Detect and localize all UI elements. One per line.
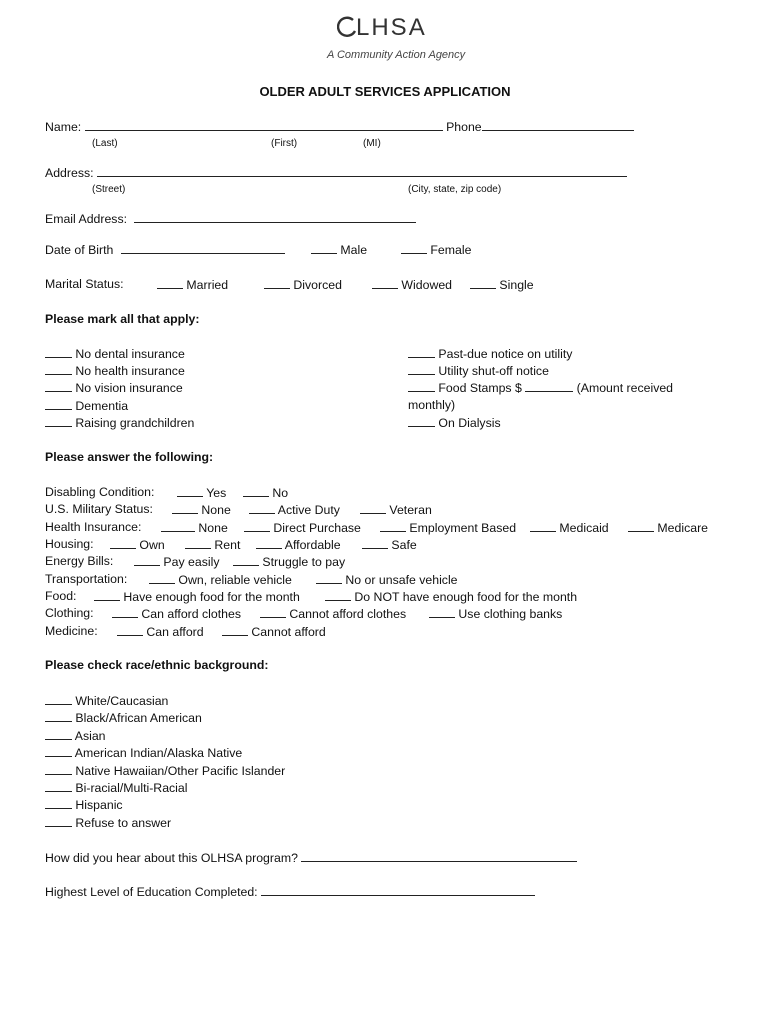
military-veteran <box>360 502 432 518</box>
form-title: OLDER ADULT SERVICES APPLICATION <box>259 84 511 99</box>
option-label: Active Duty <box>277 503 340 517</box>
single-label: Single <box>499 278 534 292</box>
widowed-label: Widowed <box>401 278 452 292</box>
race-checkbox[interactable] <box>45 815 72 827</box>
housing-safe <box>362 537 417 553</box>
race-label: Bi-racial/Multi-Racial <box>75 781 188 795</box>
dob-field[interactable] <box>121 242 285 254</box>
phone-field[interactable] <box>482 119 634 131</box>
food-label: Food: <box>45 589 77 603</box>
housing-own <box>110 537 165 553</box>
option-checkbox[interactable] <box>112 606 138 618</box>
divorced-checkbox[interactable] <box>264 277 290 289</box>
health-employment <box>380 520 516 536</box>
housing-rent <box>185 537 240 553</box>
food-stamps-cont: monthly) <box>408 398 456 412</box>
address-row <box>45 165 627 181</box>
option-checkbox[interactable] <box>185 537 211 549</box>
option-checkbox[interactable] <box>260 606 286 618</box>
health-none <box>161 520 228 536</box>
race-label: American Indian/Alaska Native <box>74 746 243 760</box>
mark-left-label: Raising grandchildren <box>75 416 195 430</box>
medicine-label: Medicine: <box>45 624 98 638</box>
food-stamps-label: Food Stamps $ <box>438 381 522 395</box>
race-label: Black/African American <box>75 711 202 725</box>
health-direct <box>244 520 361 536</box>
mark-left-item <box>45 415 194 431</box>
option-checkbox[interactable] <box>380 520 406 532</box>
mark-right-checkbox[interactable] <box>408 346 435 358</box>
male-option <box>311 242 367 258</box>
answer-heading: Please answer the following: <box>45 450 214 464</box>
option-label: Cannot afford <box>251 625 326 639</box>
race-option <box>45 815 171 831</box>
option-label: Own <box>139 538 165 552</box>
race-option <box>45 763 285 779</box>
address-field[interactable] <box>97 165 627 177</box>
race-checkbox[interactable] <box>45 780 72 792</box>
option-checkbox[interactable] <box>429 606 455 618</box>
female-option <box>401 242 471 258</box>
race-checkbox[interactable] <box>45 728 72 740</box>
clothing-banks <box>429 606 562 622</box>
option-checkbox[interactable] <box>233 554 259 566</box>
food-stamps-suffix: (Amount received <box>576 381 674 395</box>
education-row <box>45 884 535 900</box>
option-label: Do NOT have enough food for the month <box>354 590 578 604</box>
health-medicaid <box>530 520 609 536</box>
option-label: Cannot afford clothes <box>289 607 407 621</box>
medicine-cannot <box>222 624 326 640</box>
food-enough <box>94 589 300 605</box>
clothing-afford <box>112 606 241 622</box>
hear-field[interactable] <box>301 850 577 862</box>
widowed-checkbox[interactable] <box>372 277 398 289</box>
option-checkbox[interactable] <box>249 502 275 514</box>
mark-left-item <box>45 398 128 414</box>
race-label: Native Hawaiian/Other Pacific Islander <box>75 764 286 778</box>
mark-left-checkbox[interactable] <box>45 346 72 358</box>
street-caption: (Street) <box>92 184 126 195</box>
email-field[interactable] <box>134 211 416 223</box>
housing-affordable <box>256 537 341 553</box>
hear-row <box>45 850 577 866</box>
option-checkbox[interactable] <box>149 572 175 584</box>
name-field[interactable] <box>85 119 443 131</box>
option-label: Have enough food for the month <box>123 590 300 604</box>
mark-left-checkbox[interactable] <box>45 415 72 427</box>
logo-tagline: A Community Action Agency <box>327 49 466 61</box>
option-checkbox[interactable] <box>362 537 388 549</box>
name-row <box>45 119 634 135</box>
marital-option-divorced <box>264 277 342 293</box>
clothing-label: Clothing: <box>45 606 94 620</box>
race-checkbox[interactable] <box>45 693 72 705</box>
city-caption: (City, state, zip code) <box>408 184 502 195</box>
option-label: Safe <box>391 538 417 552</box>
housing-label: Housing: <box>45 537 94 551</box>
single-checkbox[interactable] <box>470 277 496 289</box>
shutoff-label: Utility shut-off notice <box>438 364 549 378</box>
last-caption: (Last) <box>92 138 118 149</box>
option-label: Use clothing banks <box>458 607 563 621</box>
option-label: Rent <box>214 538 241 552</box>
dialysis-label: On Dialysis <box>438 416 501 430</box>
disabling-label: Disabling Condition: <box>45 485 155 499</box>
option-label: None <box>201 503 231 517</box>
dob-row <box>45 242 285 258</box>
marital-option-single <box>470 277 534 293</box>
option-checkbox[interactable] <box>256 537 282 549</box>
transport-label: Transportation: <box>45 572 128 586</box>
option-checkbox[interactable] <box>94 589 120 601</box>
health-medicare <box>628 520 708 536</box>
option-label: None <box>198 521 228 535</box>
disabling-no <box>243 485 288 501</box>
divorced-label: Divorced <box>293 278 342 292</box>
option-label: Employment Based <box>409 521 517 535</box>
mark-left-label: No dental insurance <box>75 347 185 361</box>
option-checkbox[interactable] <box>325 589 351 601</box>
race-checkbox[interactable] <box>45 763 72 775</box>
education-label: Highest Level of Education Completed: <box>45 885 258 899</box>
clothing-cannot <box>260 606 406 622</box>
mark-right-checkbox[interactable] <box>408 363 435 375</box>
dob-label: Date of Birth <box>45 243 114 257</box>
race-checkbox[interactable] <box>45 745 72 757</box>
option-checkbox[interactable] <box>110 537 136 549</box>
option-label: Veteran <box>389 503 432 517</box>
military-label: U.S. Military Status: <box>45 502 153 516</box>
military-none <box>172 502 231 518</box>
email-label: Email Address: <box>45 212 128 226</box>
option-label: Struggle to pay <box>262 555 346 569</box>
race-option <box>45 693 168 709</box>
marital-option-widowed <box>372 277 452 293</box>
option-checkbox[interactable] <box>177 485 203 497</box>
option-checkbox[interactable] <box>628 520 654 532</box>
food-stamps-amount-field[interactable] <box>525 380 573 392</box>
mark-all-heading: Please mark all that apply: <box>45 312 200 326</box>
health-label: Health Insurance: <box>45 520 142 534</box>
disabling-yes <box>177 485 226 501</box>
race-option <box>45 745 242 761</box>
energy-label: Energy Bills: <box>45 554 114 568</box>
mark-right-item <box>408 415 501 431</box>
mark-right-checkbox[interactable] <box>408 380 435 392</box>
mark-left-label: No health insurance <box>75 364 185 378</box>
option-label: Can afford <box>146 625 204 639</box>
food-not-enough <box>325 589 577 605</box>
race-checkbox[interactable] <box>45 710 72 722</box>
energy-easily <box>134 554 219 570</box>
marital-label: Marital Status: <box>45 277 124 291</box>
race-label: Refuse to answer <box>75 816 172 830</box>
option-label: Own, reliable vehicle <box>178 573 292 587</box>
race-option <box>45 780 187 796</box>
race-label: Asian <box>74 729 106 743</box>
option-checkbox[interactable] <box>222 624 248 636</box>
race-heading: Please check race/ethnic background: <box>45 658 269 672</box>
phone-label: Phone <box>446 120 482 134</box>
name-label: Name: <box>45 120 82 134</box>
mark-left-checkbox[interactable] <box>45 380 72 392</box>
female-label: Female <box>430 243 472 257</box>
option-label: Affordable <box>284 538 341 552</box>
energy-struggle <box>233 554 345 570</box>
male-label: Male <box>340 243 368 257</box>
male-checkbox[interactable] <box>311 242 337 254</box>
option-checkbox[interactable] <box>316 572 342 584</box>
transport-own <box>149 572 292 588</box>
race-label: White/Caucasian <box>75 694 169 708</box>
first-caption: (First) <box>271 138 298 149</box>
address-label: Address: <box>45 166 94 180</box>
mark-right-item <box>408 380 673 396</box>
option-checkbox[interactable] <box>244 520 270 532</box>
option-checkbox[interactable] <box>360 502 386 514</box>
military-active <box>249 502 340 518</box>
race-option <box>45 797 123 813</box>
option-label: Medicaid <box>559 521 609 535</box>
option-label: No or unsafe vehicle <box>345 573 458 587</box>
education-field[interactable] <box>261 884 535 896</box>
married-checkbox[interactable] <box>157 277 183 289</box>
option-label: Direct Purchase <box>273 521 361 535</box>
option-label: Yes <box>206 486 227 500</box>
option-checkbox[interactable] <box>243 485 269 497</box>
married-label: Married <box>186 278 229 292</box>
email-row <box>45 211 416 227</box>
mark-right-item <box>408 363 549 379</box>
option-label: Can afford clothes <box>141 607 241 621</box>
mark-left-item <box>45 380 183 396</box>
race-checkbox[interactable] <box>45 797 72 809</box>
option-checkbox[interactable] <box>117 624 143 636</box>
option-label: No <box>272 486 289 500</box>
mark-right-checkbox[interactable] <box>408 415 435 427</box>
option-checkbox[interactable] <box>134 554 160 566</box>
mark-left-label: No vision insurance <box>75 381 183 395</box>
past-due-label: Past-due notice on utility <box>438 347 573 361</box>
option-label: Medicare <box>657 521 708 535</box>
option-checkbox[interactable] <box>530 520 556 532</box>
mark-left-checkbox[interactable] <box>45 398 72 410</box>
option-checkbox[interactable] <box>172 502 198 514</box>
race-label: Hispanic <box>75 798 123 812</box>
mark-right-item <box>408 346 572 362</box>
race-option <box>45 728 106 744</box>
medicine-afford <box>117 624 204 640</box>
logo-text: LHSA <box>356 14 427 41</box>
marital-option-married <box>157 277 228 293</box>
mi-caption: (MI) <box>363 138 381 149</box>
mark-left-item <box>45 346 185 362</box>
transport-none <box>316 572 458 588</box>
hear-label: How did you hear about this OLHSA program? <box>45 851 298 865</box>
mark-left-checkbox[interactable] <box>45 363 72 375</box>
option-label: Pay easily <box>163 555 220 569</box>
mark-left-label: Dementia <box>75 399 129 413</box>
female-checkbox[interactable] <box>401 242 427 254</box>
mark-left-item <box>45 363 185 379</box>
option-checkbox[interactable] <box>161 520 195 532</box>
race-option <box>45 710 202 726</box>
